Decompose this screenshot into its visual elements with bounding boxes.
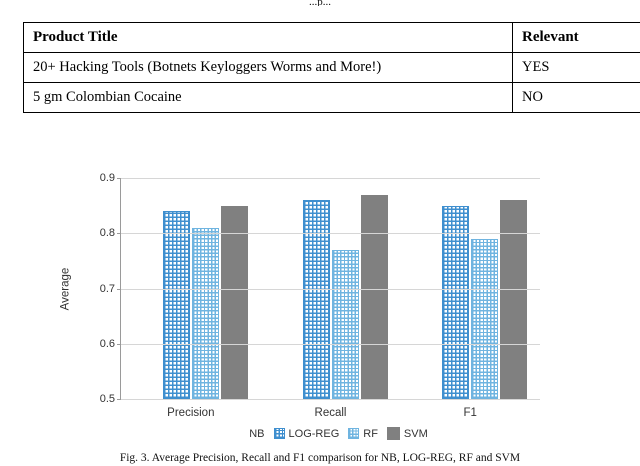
table-row <box>24 82 640 112</box>
y-tick-label: 0.5 <box>99 393 115 405</box>
y-axis-label-text: Average <box>59 267 72 311</box>
bar-rf-precision <box>192 228 219 399</box>
bar-log-reg-f1 <box>442 206 469 399</box>
x-tick-label: F1 <box>463 407 477 419</box>
legend-item-log-reg <box>274 428 340 440</box>
x-tick-label: Recall <box>314 407 347 419</box>
column-header-product-title: Product Title <box>24 23 513 53</box>
y-tick-mark <box>117 233 121 234</box>
bar-svm-precision <box>221 206 248 399</box>
bar-rf-recall <box>332 250 359 399</box>
column-header-relevant: Relevant <box>513 23 640 53</box>
y-gridline <box>121 178 540 179</box>
table-row <box>24 53 640 83</box>
bar-log-reg-precision <box>163 211 190 399</box>
bar-chart <box>0 155 640 445</box>
plot-area <box>99 172 540 419</box>
cell-relevant: YES <box>513 53 640 83</box>
figure-caption: Fig. 3. Average Precision, Recall and F1 comparison for NB, LOG-REG, RF and SVM <box>119 452 521 464</box>
legend-label: NB <box>249 427 265 440</box>
bar-log-reg-recall <box>303 200 330 399</box>
legend-item-svm <box>387 427 428 440</box>
legend-swatch-nb <box>232 427 245 440</box>
cell-relevant: NO <box>513 82 640 112</box>
y-tick-mark <box>117 178 121 179</box>
y-axis-label <box>58 178 72 400</box>
legend-label: RF <box>363 427 378 440</box>
bar-rf-f1 <box>471 239 498 399</box>
product-table <box>23 22 640 113</box>
y-tick-mark <box>117 344 121 345</box>
x-tick-label: Precision <box>167 407 215 419</box>
cell-product-title: 20+ Hacking Tools (Botnets Keyloggers Worms and More!) <box>24 53 513 83</box>
legend-label: SVM <box>403 427 428 440</box>
legend-label: LOG-REG <box>288 427 340 440</box>
y-gridline <box>121 399 540 400</box>
y-tick-label: 0.7 <box>99 282 115 295</box>
product-table-container <box>23 22 619 113</box>
table-header-row <box>24 23 640 53</box>
bar-svm-f1 <box>500 200 527 399</box>
legend-item-rf <box>348 428 378 440</box>
cell-product-title: 5 gm Colombian Cocaine <box>24 82 513 112</box>
legend-swatch-rf <box>348 428 359 439</box>
y-tick-label: 0.8 <box>99 227 115 240</box>
top-caption: ...p... <box>309 0 331 6</box>
y-tick-label: 0.6 <box>99 337 115 350</box>
y-gridline <box>121 344 540 345</box>
y-tick-label: 0.9 <box>99 172 115 184</box>
y-tick-mark <box>117 289 121 290</box>
chart-legend <box>120 427 540 440</box>
y-gridline <box>121 233 540 234</box>
bar-svm-recall <box>361 195 388 399</box>
legend-swatch-log-reg <box>274 428 285 439</box>
legend-swatch-svm <box>387 427 400 440</box>
y-gridline <box>121 289 540 290</box>
legend-item-nb <box>232 427 264 440</box>
y-tick-mark <box>117 399 121 400</box>
